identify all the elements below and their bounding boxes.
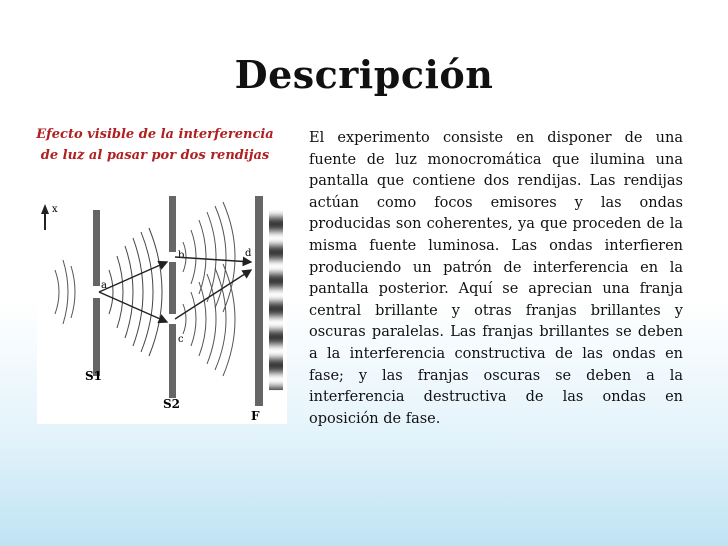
barrier-s2-top bbox=[169, 196, 176, 252]
fringe-band bbox=[269, 297, 283, 298]
fringe-band bbox=[269, 284, 283, 285]
fringe-band bbox=[269, 334, 283, 335]
fringe-band bbox=[269, 226, 283, 227]
fringe-band bbox=[269, 260, 283, 261]
double-slit-svg bbox=[37, 190, 287, 424]
fringe-band bbox=[269, 232, 283, 233]
fringe-band bbox=[269, 253, 283, 254]
fringe-band bbox=[269, 384, 283, 385]
fringe-band bbox=[269, 227, 283, 228]
fringe-band bbox=[269, 368, 283, 369]
fringe-band bbox=[269, 299, 283, 300]
fringe-band bbox=[269, 285, 283, 286]
fringe-band bbox=[269, 319, 283, 320]
fringe-band bbox=[269, 305, 283, 306]
fringe-band bbox=[269, 354, 283, 355]
fringe-band bbox=[269, 325, 283, 326]
fringe-band bbox=[269, 367, 283, 368]
fringe-band bbox=[269, 313, 283, 314]
fringe-band bbox=[269, 268, 283, 269]
fringe-band bbox=[269, 380, 283, 381]
interference-fringes bbox=[269, 210, 283, 390]
fringe-band bbox=[269, 342, 283, 343]
fringe-band bbox=[269, 308, 283, 309]
fringe-band bbox=[269, 383, 283, 384]
fringe-band bbox=[269, 271, 283, 272]
fringe-band bbox=[269, 237, 283, 238]
fringe-band bbox=[269, 301, 283, 302]
fringe-band bbox=[269, 295, 283, 296]
fringe-band bbox=[269, 272, 283, 273]
diagram-caption: Efecto visible de la interferencia de luz al pasar por dos rendijas bbox=[36, 127, 274, 163]
fringe-band bbox=[269, 234, 283, 235]
fringe-band bbox=[269, 332, 283, 333]
fringe-band bbox=[269, 344, 283, 345]
fringe-band bbox=[269, 228, 283, 229]
fringe-band bbox=[269, 318, 283, 319]
axis-arrow-head bbox=[41, 204, 49, 214]
screen-f bbox=[255, 196, 263, 406]
fringe-band bbox=[269, 222, 283, 223]
fringe-band bbox=[269, 316, 283, 317]
label-b: b bbox=[178, 250, 185, 261]
fringe-band bbox=[269, 276, 283, 277]
fringe-band bbox=[269, 300, 283, 301]
fringe-band bbox=[269, 286, 283, 287]
fringe-band bbox=[269, 242, 283, 243]
fringe-band bbox=[269, 320, 283, 321]
fringe-band bbox=[269, 288, 283, 289]
slide-title: Descripción bbox=[234, 52, 494, 97]
label-c: c bbox=[178, 334, 184, 345]
barrier-s2-bottom bbox=[169, 324, 176, 398]
fringe-band bbox=[269, 349, 283, 350]
fringe-band bbox=[269, 382, 283, 383]
fringe-band bbox=[269, 218, 283, 219]
fringe-band bbox=[269, 374, 283, 375]
wavefronts-s2-screen bbox=[183, 202, 235, 376]
fringe-band bbox=[269, 347, 283, 348]
fringe-band bbox=[269, 360, 283, 361]
fringe-band bbox=[269, 388, 283, 389]
fringe-band bbox=[269, 317, 283, 318]
fringe-band bbox=[269, 361, 283, 362]
fringe-band bbox=[269, 296, 283, 297]
fringe-band bbox=[269, 248, 283, 249]
fringe-band bbox=[269, 362, 283, 363]
fringe-band bbox=[269, 293, 283, 294]
fringe-band bbox=[269, 352, 283, 353]
fringe-band bbox=[269, 376, 283, 377]
fringe-band bbox=[269, 365, 283, 366]
fringe-band bbox=[269, 303, 283, 304]
fringe-band bbox=[269, 244, 283, 245]
fringe-band bbox=[269, 371, 283, 372]
fringe-band bbox=[269, 210, 283, 211]
fringe-band bbox=[269, 370, 283, 371]
fringe-band bbox=[269, 236, 283, 237]
fringe-band bbox=[269, 345, 283, 346]
fringe-band bbox=[269, 312, 283, 313]
fringe-band bbox=[269, 348, 283, 349]
fringe-band bbox=[269, 270, 283, 271]
fringe-band bbox=[269, 264, 283, 265]
fringe-band bbox=[269, 287, 283, 288]
fringe-band bbox=[269, 254, 283, 255]
fringe-band bbox=[269, 358, 283, 359]
fringe-band bbox=[269, 387, 283, 388]
fringe-band bbox=[269, 241, 283, 242]
fringe-band bbox=[269, 327, 283, 328]
fringe-band bbox=[269, 216, 283, 217]
fringe-band bbox=[269, 386, 283, 387]
fringe-band bbox=[269, 252, 283, 253]
fringe-band bbox=[269, 278, 283, 279]
fringe-band bbox=[269, 243, 283, 244]
barrier-s2-middle bbox=[169, 262, 176, 314]
fringe-band bbox=[269, 292, 283, 293]
fringe-band bbox=[269, 277, 283, 278]
description-paragraph: El experimento consiste en disponer de una fuente de luz monocromática que ilumina una pantalla que contiene dos rendijas. Las rendijas actúan como focos emisores y las ondas producidas son coherentes, ya que proceden de la misma fuente luminosa. Las ondas interfieren produciendo un patrón de interferencia en la pantalla posterior. Aquí se aprecian una franja central brillante y otras franjas brillantes y oscuras paralelas. Las franjas brillantes se deben a la interferencia constructiva de las ondas en fase; y las franjas oscuras se deben a la interferencia destructiva de las ondas en oposición de fase. bbox=[309, 130, 683, 427]
fringe-band bbox=[269, 259, 283, 260]
fringe-band bbox=[269, 280, 283, 281]
axis-label: x bbox=[52, 204, 58, 215]
fringe-band bbox=[269, 351, 283, 352]
fringe-band bbox=[269, 211, 283, 212]
fringe-band bbox=[269, 389, 283, 390]
fringe-band bbox=[269, 246, 283, 247]
fringe-band bbox=[269, 289, 283, 290]
fringe-band bbox=[269, 375, 283, 376]
fringe-band bbox=[269, 341, 283, 342]
fringe-band bbox=[269, 233, 283, 234]
fringe-band bbox=[269, 240, 283, 241]
fringe-band bbox=[269, 212, 283, 213]
wavefronts-s1-s2 bbox=[109, 228, 162, 356]
fringe-band bbox=[269, 279, 283, 280]
fringe-band bbox=[269, 223, 283, 224]
fringe-band bbox=[269, 338, 283, 339]
fringe-band bbox=[269, 333, 283, 334]
fringe-band bbox=[269, 257, 283, 258]
fringe-band bbox=[269, 381, 283, 382]
fringe-band bbox=[269, 310, 283, 311]
fringe-band bbox=[269, 220, 283, 221]
fringe-band bbox=[269, 307, 283, 308]
fringe-band bbox=[269, 350, 283, 351]
fringe-band bbox=[269, 251, 283, 252]
fringe-band bbox=[269, 256, 283, 257]
label-s2: S2 bbox=[163, 397, 181, 411]
fringe-band bbox=[269, 290, 283, 291]
fringe-band bbox=[269, 331, 283, 332]
fringe-band bbox=[269, 311, 283, 312]
fringe-band bbox=[269, 306, 283, 307]
fringe-band bbox=[269, 261, 283, 262]
fringe-band bbox=[269, 219, 283, 220]
fringe-band bbox=[269, 324, 283, 325]
barrier-s1-bottom bbox=[93, 298, 100, 376]
fringe-band bbox=[269, 215, 283, 216]
fringe-band bbox=[269, 217, 283, 218]
fringe-band bbox=[269, 267, 283, 268]
fringe-band bbox=[269, 269, 283, 270]
fringe-band bbox=[269, 356, 283, 357]
ray-c-d bbox=[175, 270, 251, 319]
fringe-band bbox=[269, 283, 283, 284]
fringe-band bbox=[269, 309, 283, 310]
fringe-band bbox=[269, 291, 283, 292]
fringe-band bbox=[269, 266, 283, 267]
fringe-band bbox=[269, 372, 283, 373]
fringe-band bbox=[269, 315, 283, 316]
fringe-band bbox=[269, 298, 283, 299]
fringe-band bbox=[269, 323, 283, 324]
fringe-band bbox=[269, 221, 283, 222]
label-d: d bbox=[245, 248, 252, 259]
fringe-band bbox=[269, 214, 283, 215]
label-f: F bbox=[251, 409, 260, 423]
fringe-band bbox=[269, 377, 283, 378]
fringe-band bbox=[269, 366, 283, 367]
fringe-band bbox=[269, 231, 283, 232]
fringe-band bbox=[269, 245, 283, 246]
fringe-band bbox=[269, 275, 283, 276]
fringe-band bbox=[269, 250, 283, 251]
fringe-band bbox=[269, 235, 283, 236]
fringe-band bbox=[269, 249, 283, 250]
fringe-band bbox=[269, 258, 283, 259]
fringe-band bbox=[269, 343, 283, 344]
fringe-band bbox=[269, 359, 283, 360]
fringe-band bbox=[269, 336, 283, 337]
fringe-band bbox=[269, 340, 283, 341]
fringe-band bbox=[269, 294, 283, 295]
fringe-band bbox=[269, 304, 283, 305]
fringe-band bbox=[269, 363, 283, 364]
fringe-band bbox=[269, 355, 283, 356]
fringe-band bbox=[269, 329, 283, 330]
fringe-band bbox=[269, 263, 283, 264]
fringe-band bbox=[269, 326, 283, 327]
fringe-band bbox=[269, 247, 283, 248]
fringe-band bbox=[269, 238, 283, 239]
fringe-band bbox=[269, 229, 283, 230]
fringe-band bbox=[269, 339, 283, 340]
fringe-band bbox=[269, 224, 283, 225]
fringe-band bbox=[269, 385, 283, 386]
fringe-band bbox=[269, 230, 283, 231]
fringe-band bbox=[269, 373, 283, 374]
fringe-band bbox=[269, 274, 283, 275]
fringe-band bbox=[269, 328, 283, 329]
fringe-band bbox=[269, 282, 283, 283]
fringe-band bbox=[269, 335, 283, 336]
fringe-band bbox=[269, 322, 283, 323]
fringe-band bbox=[269, 378, 283, 379]
fringe-band bbox=[269, 262, 283, 263]
barrier-s1-top bbox=[93, 210, 100, 286]
fringe-band bbox=[269, 265, 283, 266]
fringe-band bbox=[269, 321, 283, 322]
fringe-band bbox=[269, 273, 283, 274]
incident-wavefronts bbox=[55, 260, 75, 324]
fringe-band bbox=[269, 281, 283, 282]
fringe-band bbox=[269, 225, 283, 226]
fringe-band bbox=[269, 213, 283, 214]
fringe-band bbox=[269, 346, 283, 347]
fringe-band bbox=[269, 357, 283, 358]
fringe-band bbox=[269, 239, 283, 240]
fringe-band bbox=[269, 364, 283, 365]
label-s1: S1 bbox=[85, 369, 103, 383]
fringe-band bbox=[269, 353, 283, 354]
label-a: a bbox=[101, 280, 107, 291]
fringe-band bbox=[269, 330, 283, 331]
fringe-band bbox=[269, 379, 283, 380]
fringe-band bbox=[269, 369, 283, 370]
fringe-band bbox=[269, 302, 283, 303]
fringe-band bbox=[269, 337, 283, 338]
double-slit-diagram bbox=[37, 190, 287, 424]
fringe-band bbox=[269, 255, 283, 256]
fringe-band bbox=[269, 314, 283, 315]
